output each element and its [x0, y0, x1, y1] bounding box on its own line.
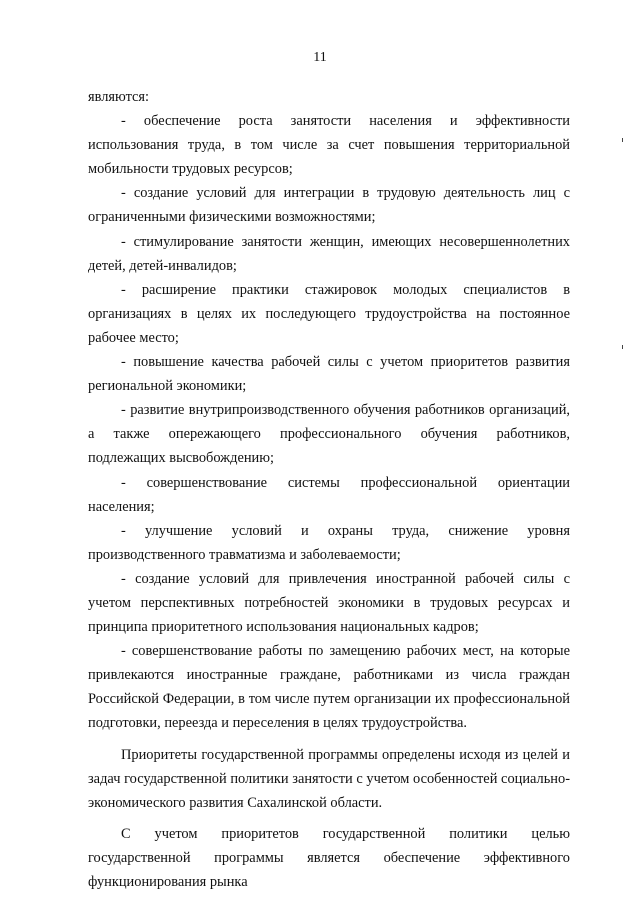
list-item-workforce-quality: - повышение качества рабочей силы с учетом приоритетов развития региональной экономики; — [88, 354, 570, 395]
list-item-employment-growth: - обеспечение роста занятости населения и эффективности использования труда, в том числе за счет повышения территориальной мобильности трудовых ресурсов; — [88, 113, 570, 178]
page-number: 11 — [313, 50, 327, 65]
list-item-foreign-labor: - создание условий для привлечения иностранной рабочей силы с учетом перспективных потребностей экономики в трудовых ресурсах и принципа приоритетного использования национальных кадров; — [88, 570, 570, 636]
list-item-disabled-integration: - создание условий для интеграции в трудовую деятельность лиц с ограниченными физическими возможностями; — [88, 185, 570, 226]
paragraph-program-goal: С учетом приоритетов государственной политики целью государственной программы является обеспечение эффективного функционирования рынка — [88, 825, 570, 890]
list-item-labor-safety: - улучшение условий и охраны труда, снижение уровня производственного травматизма и заболеваемости; — [88, 522, 570, 563]
list-item-in-house-training: - развитие внутрипроизводственного обучения работников организаций, а также опережающего профессионального обучения работников, подлежащих высвобождению; — [88, 402, 570, 467]
list-item-women-employment: - стимулирование занятости женщин, имеющих несовершеннолетних детей, детей-инвалидов; — [88, 233, 570, 274]
list-item-internships: - расширение практики стажировок молодых специалистов в организациях в целях их последующего трудоустройства на постоянное рабочее место; — [88, 281, 570, 346]
scan-speck — [622, 345, 623, 349]
paragraph-priorities: Приоритеты государственной программы определены исходя из целей и задач государственной политики занятости с учетом особенностей социально-экономического развития Сахалинской области. — [88, 746, 570, 811]
list-item-job-replacement: - совершенствование работы по замещению рабочих мест, на которые привлекаются иностранные граждане, работниками из числа граждан Российской Федерации, в том числе путем организации их профессиональной подготовки, переезда и переселения в целях трудоустройства. — [88, 643, 570, 732]
document-body — [88, 85, 570, 894]
list-item-career-guidance: - совершенствование системы профессиональной ориентации населения; — [88, 474, 570, 515]
paragraph-lead: являются: — [88, 89, 150, 105]
scan-speck — [622, 138, 623, 142]
